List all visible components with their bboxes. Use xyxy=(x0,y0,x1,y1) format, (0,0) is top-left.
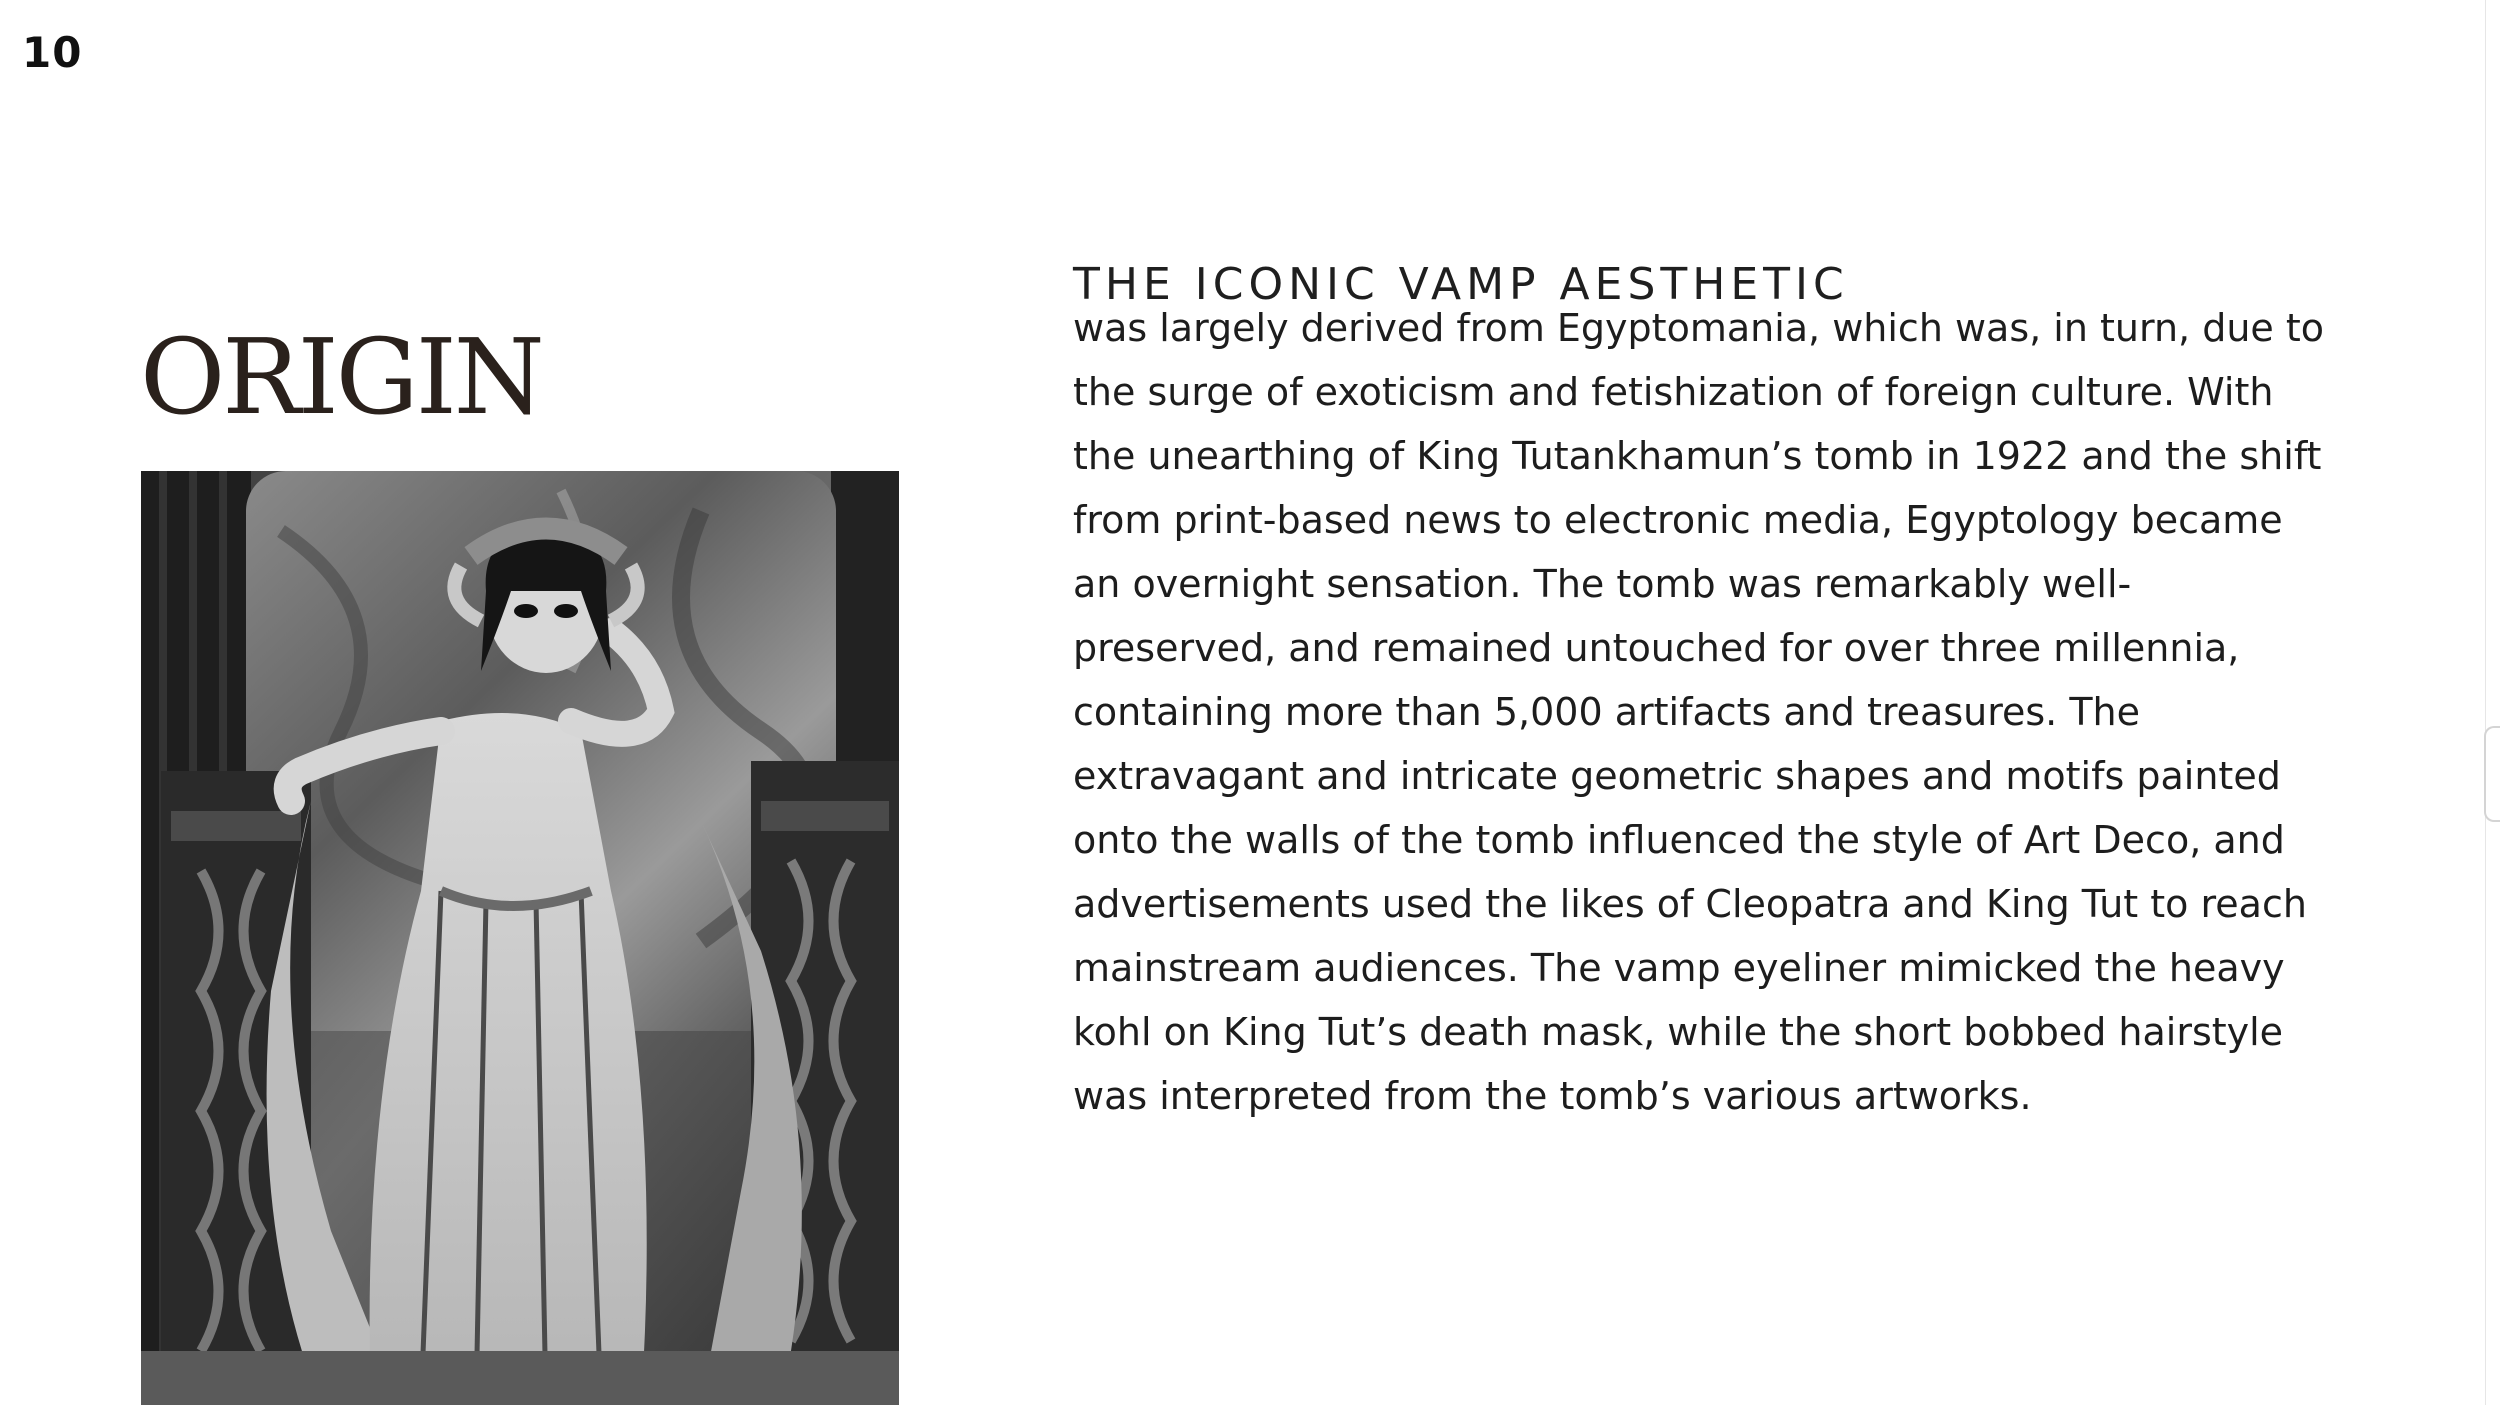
body-line: the unearthing of King Tutankhamun’s tomb in 1922 and the shift xyxy=(1073,434,2322,478)
body-paragraph xyxy=(1073,296,2393,1128)
body-line: kohl on King Tut’s death mask, while the short bobbed hairstyle xyxy=(1073,1010,2284,1054)
body-line: preserved, and remained untouched for over three millennia, xyxy=(1073,626,2240,670)
body-line: was largely derived from Egyptomania, which was, in turn, due to xyxy=(1073,306,2325,350)
page-number: 10 xyxy=(22,28,83,77)
body-line: was interpreted from the tomb’s various artworks. xyxy=(1073,1074,2032,1118)
photo-illustration xyxy=(141,471,899,1405)
body-line: an overnight sensation. The tomb was remarkably well- xyxy=(1073,562,2132,606)
vintage-photo xyxy=(141,471,899,1405)
body-line: from print-based news to electronic media, Egyptology became xyxy=(1073,498,2283,542)
body-line: extravagant and intricate geometric shapes and motifs painted xyxy=(1073,754,2281,798)
body-line: containing more than 5,000 artifacts and treasures. The xyxy=(1073,690,2141,734)
body-line: onto the walls of the tomb influenced the style of Art Deco, and xyxy=(1073,818,2285,862)
page-title: ORIGIN xyxy=(140,315,542,438)
side-panel-handle[interactable] xyxy=(2484,726,2500,822)
body-line: the surge of exoticism and fetishization of foreign culture. With xyxy=(1073,370,2274,414)
section-subtitle: THE ICONIC VAMP AESTHETIC xyxy=(1073,258,1849,310)
body-line: advertisements used the likes of Cleopatra and King Tut to reach xyxy=(1073,882,2307,926)
body-line: mainstream audiences. The vamp eyeliner mimicked the heavy xyxy=(1073,946,2285,990)
